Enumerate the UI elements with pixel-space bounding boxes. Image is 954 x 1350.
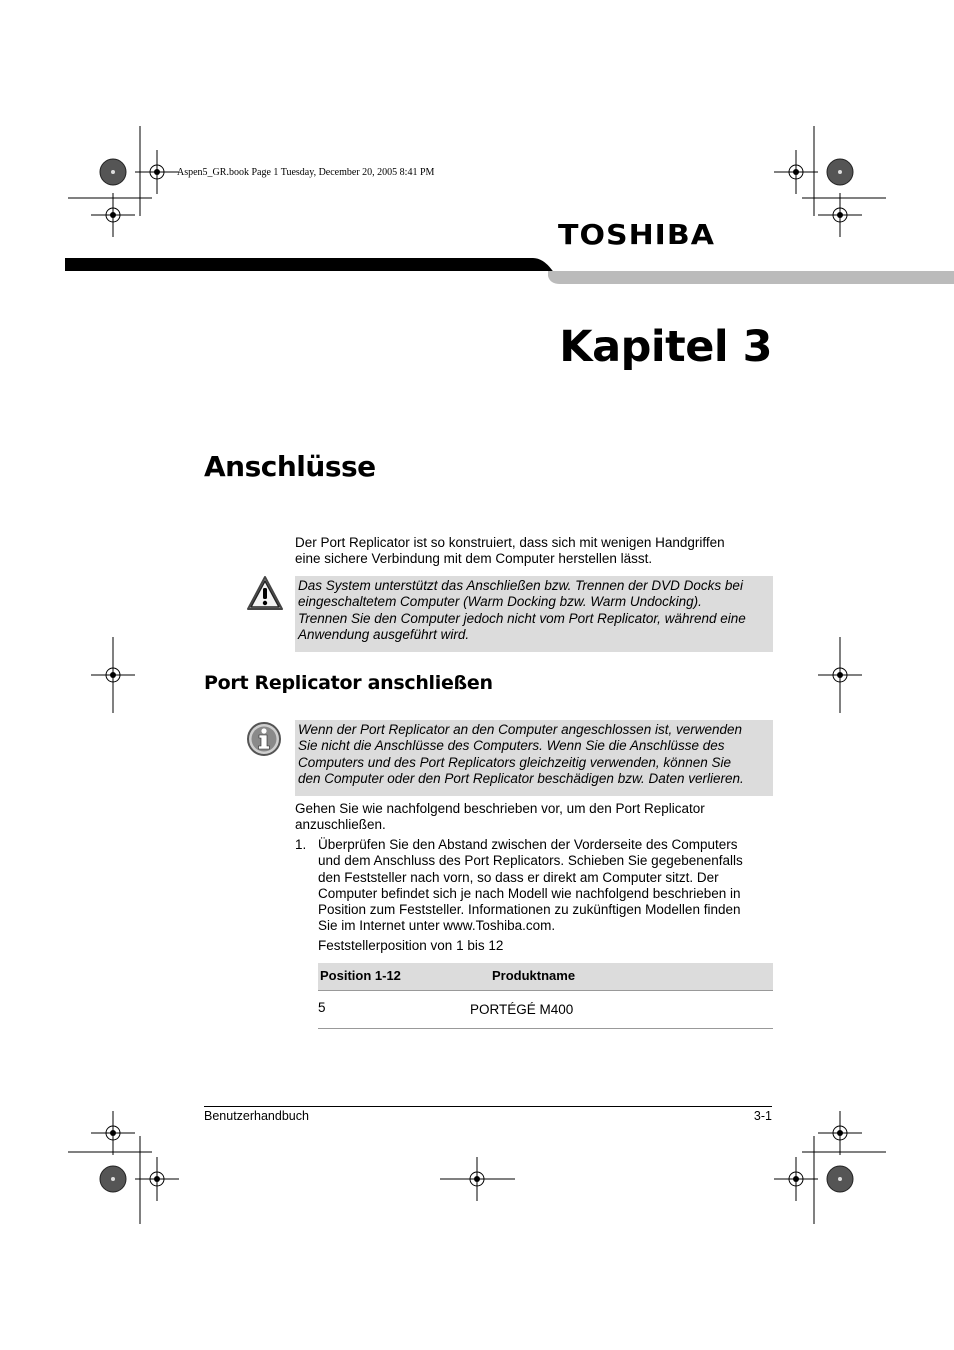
warning-note: Das System unterstützt das Anschließen bzw. Trennen der DVD Docks bei eingeschaltetem Computer (Warm Docking bzw. Warm Undocking). Trennen Sie den Computer jedoch nicht vom Port Replicator, während eine Anwendung ausgeführt wird. [295,576,773,652]
procedure-intro: Gehen Sie wie nachfolgend beschrieben vor, um den Port Replicator anzuschließen. [295,801,705,833]
warning-icon [246,575,284,613]
table-cell-product: PORTÉGÉ M400 [470,1002,574,1017]
table-header-position: Position 1-12 [320,968,401,983]
footer-manual-name: Benutzerhandbuch [204,1109,309,1123]
table-row [318,991,773,1029]
header-band-gray [548,271,954,284]
info-icon [246,721,282,757]
intro-paragraph: Der Port Replicator ist so konstruiert, dass sich mit wenigen Handgriffen eine sichere Verbindung mit dem Computer herstellen lässt. [295,535,725,567]
page-title: Anschlüsse [204,450,376,483]
table-caption: Feststellerposition von 1 bis 12 [318,938,504,953]
section-heading: Port Replicator anschließen [204,672,493,694]
registration-sun-mark [100,159,126,185]
step-text: Überprüfen Sie den Abstand zwischen der Vorderseite des Computers und dem Anschluss des Port Replicators. Schieben Sie gegebenenfalls den Feststeller nach vorn, so dass er direkt am Computer sitzt. Der Computer befindet sich je nach Modell wie nachfolgend beschrieben in Position zum Feststeller. Informationen zu zukünftigen Modellen finden Sie im Internet unter www.Toshiba.com. [318,837,743,934]
toshiba-logo: TOSHIBA [558,219,715,252]
table-header-row [318,963,773,991]
table-cell-position: 5 [318,1000,326,1015]
chapter-heading: Kapitel 3 [559,322,772,372]
table-header-product: Produktname [492,968,576,983]
footer-page-number: 3-1 [753,1109,772,1123]
step-number: 1. [295,837,307,852]
footer-rule [204,1106,772,1107]
header-band-black [65,258,556,275]
info-note: Wenn der Port Replicator an den Computer angeschlossen ist, verwenden Sie nicht die Anschlüsse des Computers. Wenn Sie die Anschlüsse des Computers und des Port Replicators gleichzeitig verwenden, können Sie den Computer oder den Port Replicator beschädigen bzw. Daten verlieren. [295,720,773,796]
print-mark-text: Aspen5_GR.book Page 1 Tuesday, December 20, 2005 8:41 PM [177,167,435,178]
